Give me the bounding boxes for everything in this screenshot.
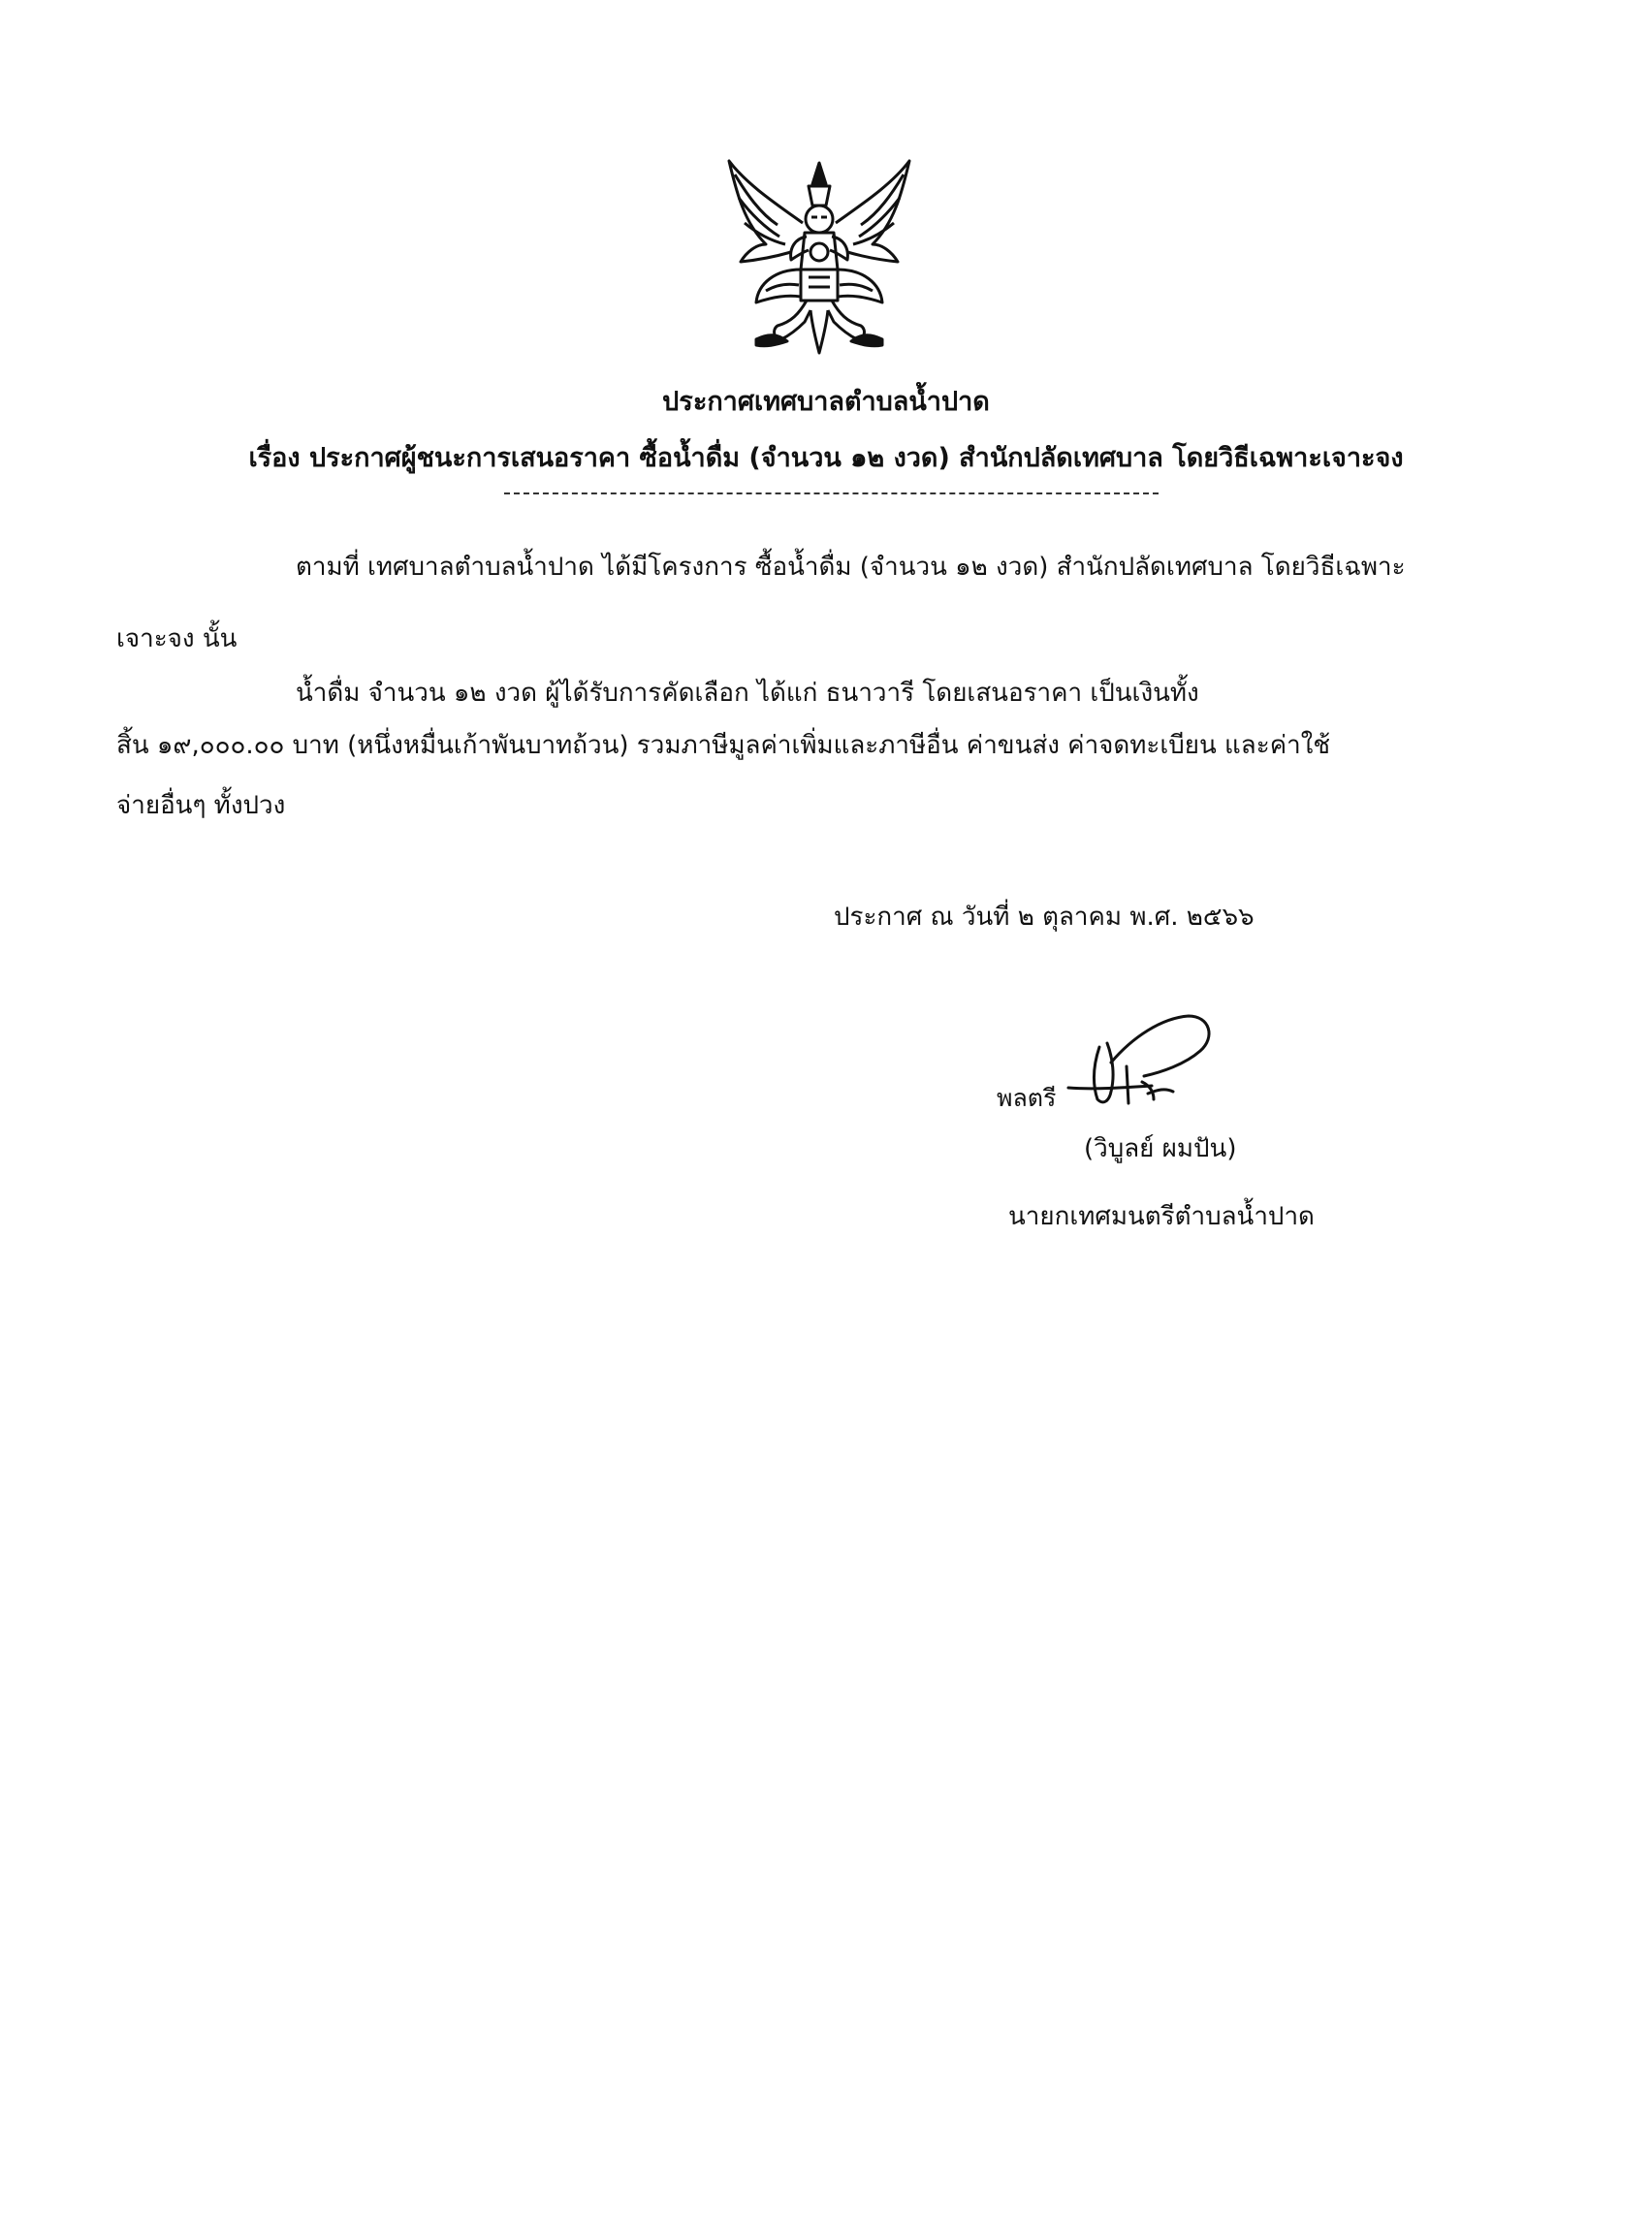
signer-name: (วิบูลย์ ผมปัน) — [1084, 1134, 1237, 1163]
paragraph-2-line-1: น้ำดื่ม จำนวน ๑๒ งวด ผู้ได้รับการคัดเลือก ได้แก่ ธนาวารี โดยเสนอราคา เป็นเงินทั้ง — [296, 679, 1199, 708]
paragraph-2-line-3: จ่ายอื่นๆ ทั้งปวง — [116, 791, 286, 820]
paragraph-1-line-1: ตามที่ เทศบาลตำบลน้ำปาด ได้มีโครงการ ซื้อน้ำดื่ม (จำนวน ๑๒ งวด) สำนักปลัดเทศบาล โดยวิธีเฉพาะ — [296, 553, 1406, 582]
signer-rank: พลตรี — [997, 1084, 1057, 1112]
paragraph-2-line-2: สิ้น ๑๙,๐๐๐.๐๐ บาท (หนึ่งหมื่นเก้าพันบาทถ้วน) รวมภาษีมูลค่าเพิ่มและภาษีอื่น ค่าขนส่ง ค่าจดทะเบียน และค่าใช้ — [116, 731, 1331, 760]
garuda-emblem-icon — [717, 155, 921, 364]
announcement-date: ประกาศ ณ วันที่ ๒ ตุลาคม พ.ศ. ๒๕๖๖ — [834, 903, 1255, 932]
handwritten-signature — [1064, 1008, 1220, 1120]
signer-position: นายกเทศมนตรีตำบลน้ำปาด — [1008, 1202, 1315, 1231]
announcement-subject: เรื่อง ประกาศผู้ชนะการเสนอราคา ซื้อน้ำดื่ม (จำนวน ๑๒ งวด) สำนักปลัดเทศบาล โดยวิธีเฉพาะเจาะจง — [248, 443, 1404, 473]
paragraph-1-line-2: เจาะจง นั้น — [116, 624, 238, 653]
separator-line — [504, 492, 1159, 494]
announcement-title: ประกาศเทศบาลตำบลน้ำปาด — [662, 387, 990, 417]
